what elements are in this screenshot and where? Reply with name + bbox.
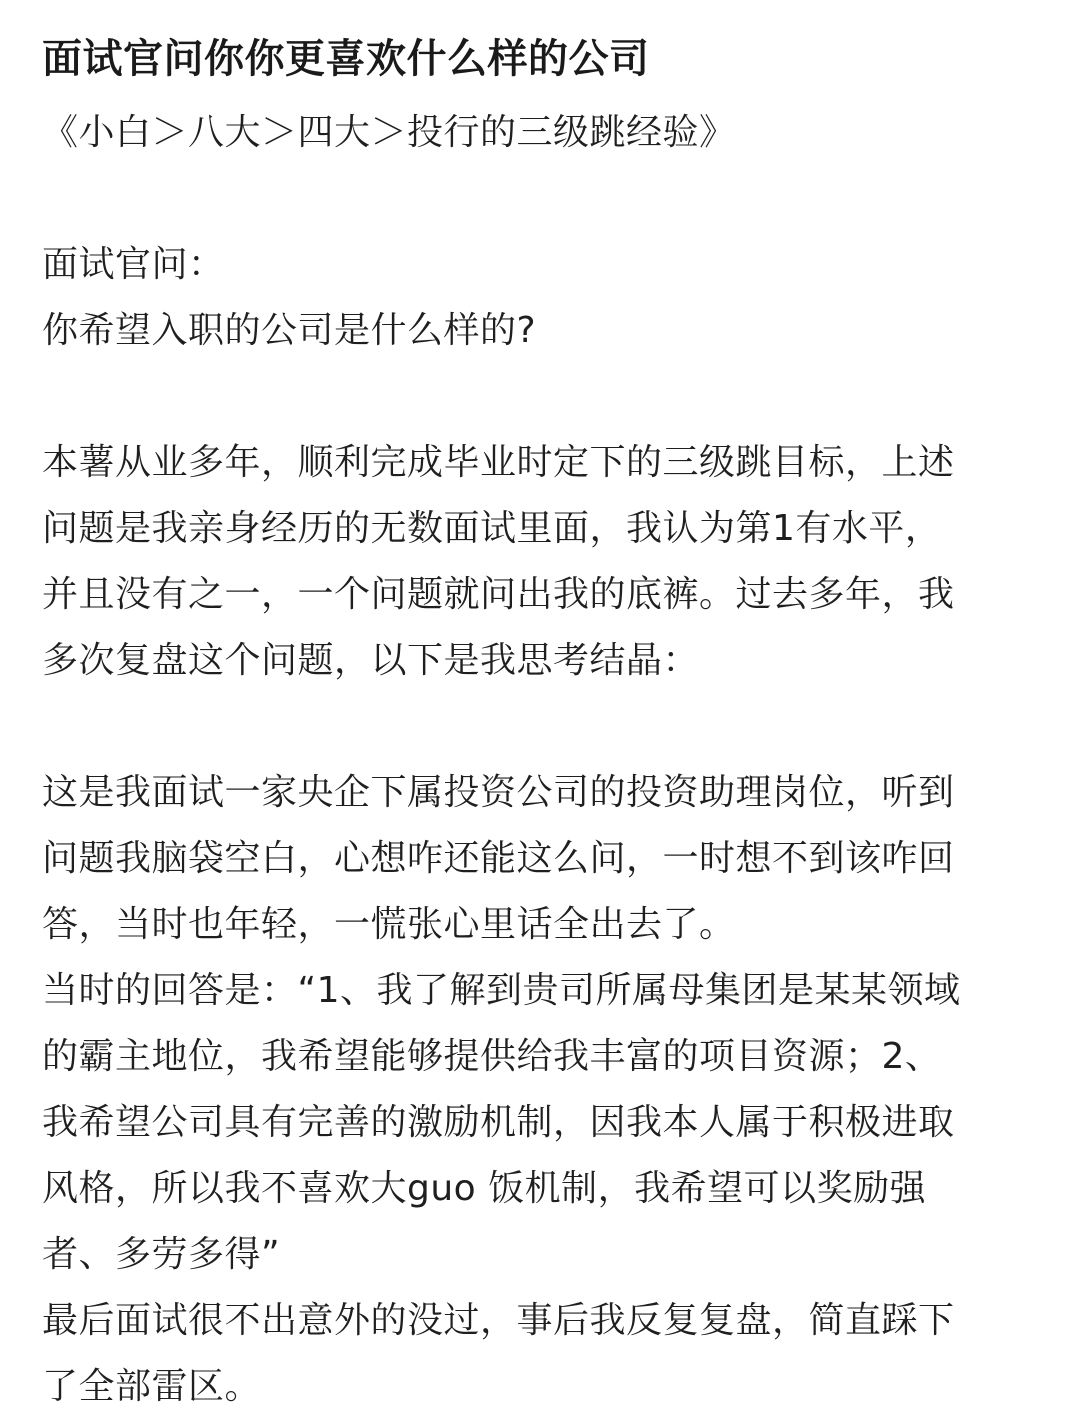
text-line: 本薯从业多年，顺利完成毕业时定下的三级跳目标，上述 — [42, 442, 955, 483]
text-line: 最后面试很不出意外的没过，事后我反复复盘，简直踩下 — [42, 1300, 955, 1341]
text-line: 当时的回答是：“1、我了解到贵司所属母集团是某某领域 — [42, 970, 961, 1011]
text-line: 面试官问： — [42, 244, 225, 285]
text-line: 答，当时也年轻，一慌张心里话全出去了。 — [42, 904, 736, 945]
question-paragraph — [42, 232, 1040, 364]
text-line: 问题是我亲身经历的无数面试里面，我认为第1有水平， — [42, 508, 942, 549]
text-line: 这是我面试一家央企下属投资公司的投资助理岗位，听到 — [42, 772, 955, 813]
story-paragraph — [42, 760, 1040, 1420]
text-line: 的霸主地位，我希望能够提供给我丰富的项目资源；2、 — [42, 1036, 942, 1077]
spacer — [42, 166, 1040, 232]
article-subtitle: 《小白＞八大＞四大＞投行的三级跳经验》 — [42, 112, 736, 153]
text-line: 并且没有之一，一个问题就问出我的底裤。过去多年，我 — [42, 574, 955, 615]
text-line: 了全部雷区。 — [42, 1366, 262, 1407]
text-line: 问题我脑袋空白，心想咋还能这么问，一时想不到该咋回 — [42, 838, 955, 879]
spacer — [42, 364, 1040, 430]
text-line: 我希望公司具有完善的激励机制，因我本人属于积极进取 — [42, 1102, 955, 1143]
intro-paragraph — [42, 430, 1040, 694]
spacer — [42, 694, 1040, 760]
text-line: 你希望入职的公司是什么样的? — [42, 310, 537, 351]
text-line: 者、多劳多得” — [42, 1234, 281, 1275]
article-title: 面试官问你你更喜欢什么样的公司 — [42, 36, 650, 82]
text-line: 风格，所以我不喜欢大guo 饭机制，我希望可以奖励强 — [42, 1168, 927, 1209]
text-line: 多次复盘这个问题，以下是我思考结晶： — [42, 640, 700, 681]
